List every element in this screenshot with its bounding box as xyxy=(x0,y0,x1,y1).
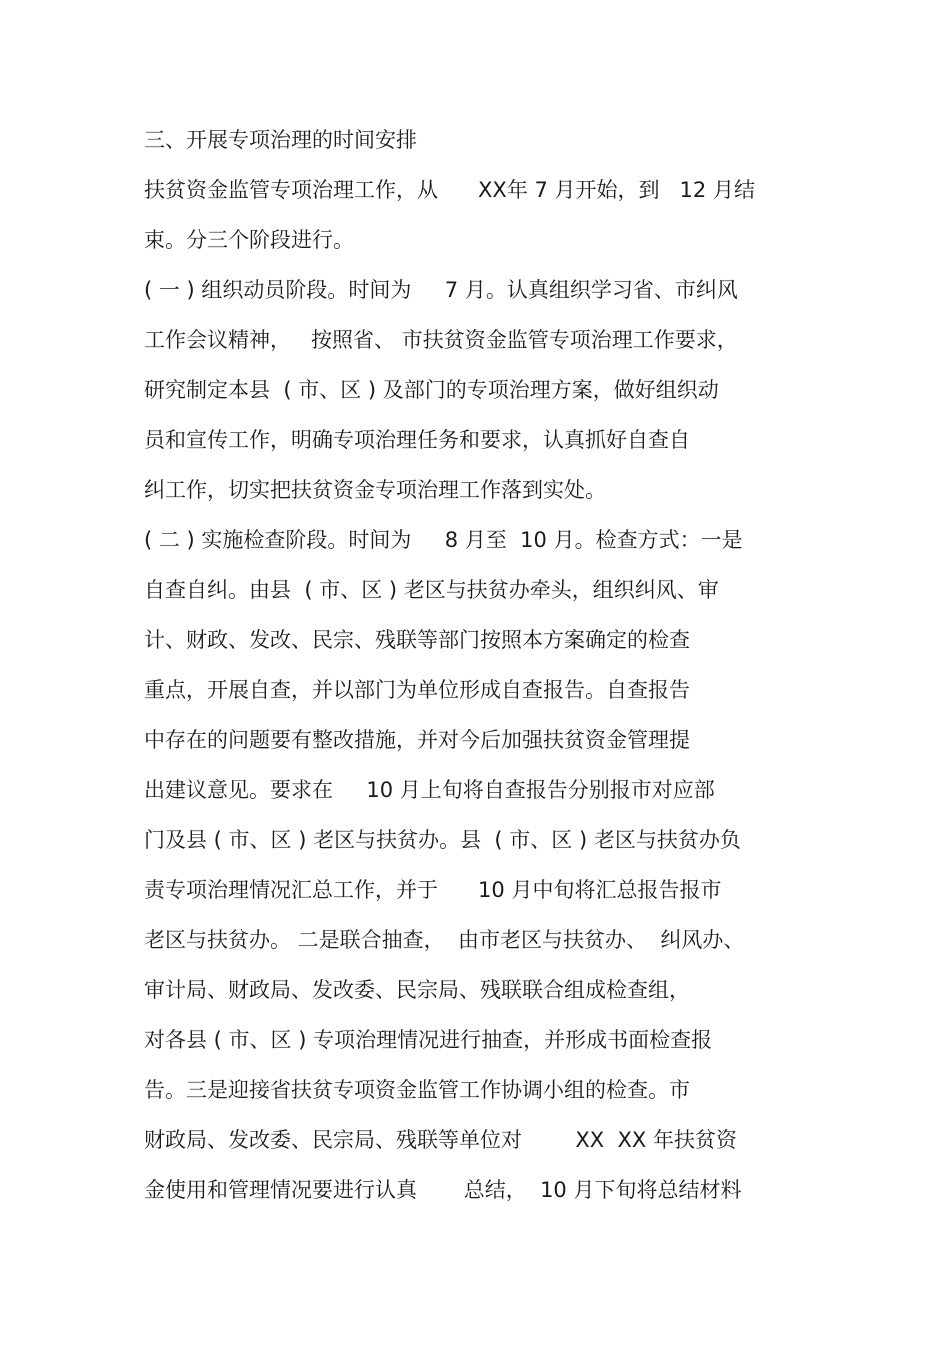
text-line: 对各县 ( 市、区 ) 专项治理情况进行抽查，并形成书面检查报 xyxy=(144,1028,713,1052)
text-line: 告。三是迎接省扶贫专项资金监管工作协调小组的检查。市 xyxy=(144,1078,690,1102)
text-line: 计、财政、发改、民宗、残联等部门按照本方案确定的检查 xyxy=(144,628,690,652)
text-line: 扶贫资金监管专项治理工作，从 XX年 7 月开始，到 12 月结 xyxy=(144,178,755,202)
text-line: ( 一 ) 组织动员阶段。时间为 7 月。认真组织学习省、市纠风 xyxy=(144,278,738,302)
text-line: 审计局、财政局、发改委、民宗局、残联联合组成检查组， xyxy=(144,978,690,1002)
text-line: 束。分三个阶段进行。 xyxy=(144,228,354,252)
text-line: ( 二 ) 实施检查阶段。时间为 8 月至 10 月。检查方式：一是 xyxy=(144,528,743,552)
text-line: 出建议意见。要求在 10 月上旬将自查报告分别报市对应部 xyxy=(144,778,715,802)
section-heading: 三、开展专项治理的时间安排 xyxy=(144,128,417,152)
text-line: 金使用和管理情况要进行认真 总结， 10 月下旬将总结材料 xyxy=(144,1178,742,1202)
text-line: 员和宣传工作，明确专项治理任务和要求，认真抓好自查自 xyxy=(144,428,690,452)
document-body xyxy=(144,118,824,1218)
text-line: 财政局、发改委、民宗局、残联等单位对 XX XX 年扶贫资 xyxy=(144,1128,737,1152)
text-line: 工作会议精神， 按照省、 市扶贫资金监管专项治理工作要求， xyxy=(144,328,738,352)
text-line: 老区与扶贫办。 二是联合抽查， 由市老区与扶贫办、 纠风办、 xyxy=(144,928,745,952)
text-line: 自查自纠。由县 ( 市、区 ) 老区与扶贫办牵头，组织纠风、审 xyxy=(144,578,719,602)
text-line: 中存在的问题要有整改措施，并对今后加强扶贫资金管理提 xyxy=(144,728,690,752)
text-line: 重点，开展自查，并以部门为单位形成自查报告。自查报告 xyxy=(144,678,690,702)
text-line: 责专项治理情况汇总工作，并于 10 月中旬将汇总报告报市 xyxy=(144,878,722,902)
text-line: 门及县 ( 市、区 ) 老区与扶贫办。县 ( 市、区 ) 老区与扶贫办负 xyxy=(144,828,741,852)
text-line: 纠工作，切实把扶贫资金专项治理工作落到实处。 xyxy=(144,478,606,502)
text-line: 研究制定本县 ( 市、区 ) 及部门的专项治理方案，做好组织动 xyxy=(144,378,719,402)
